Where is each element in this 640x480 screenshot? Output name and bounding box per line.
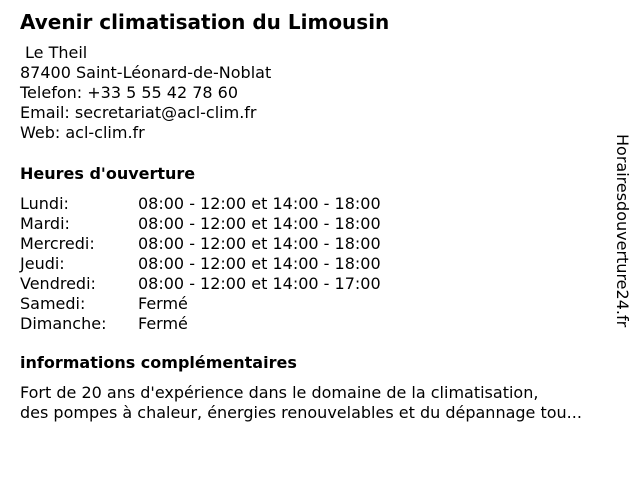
address-block [20, 43, 271, 143]
hours-row [20, 254, 381, 274]
time-value: 08:00 - 12:00 et 14:00 - 18:00 [138, 254, 381, 273]
watermark-text: Horairesdouverture24.fr [613, 134, 632, 328]
time-value: 08:00 - 12:00 et 14:00 - 18:00 [138, 234, 381, 253]
hours-row [20, 274, 381, 294]
email: Email: secretariat@acl-clim.fr [20, 103, 257, 122]
time-value: 08:00 - 12:00 et 14:00 - 18:00 [138, 194, 381, 213]
hours-row [20, 194, 381, 214]
time-value: 08:00 - 12:00 et 14:00 - 18:00 [138, 214, 381, 233]
hours-row [20, 214, 381, 234]
info-line: des pompes à chaleur, énergies renouvelables et du dépannage tou... [20, 403, 582, 422]
hours-table [20, 194, 381, 334]
info-heading: informations complémentaires [20, 353, 297, 372]
day-label: Jeudi: [20, 254, 65, 273]
day-label: Mercredi: [20, 234, 95, 253]
city: 87400 Saint-Léonard-de-Noblat [20, 63, 272, 82]
day-label: Mardi: [20, 214, 70, 233]
day-label: Dimanche: [20, 314, 107, 333]
website: Web: acl-clim.fr [20, 123, 145, 142]
street: Le Theil [25, 43, 88, 62]
day-label: Vendredi: [20, 274, 96, 293]
hours-row [20, 314, 381, 334]
day-label: Lundi: [20, 194, 69, 213]
info-line: Fort de 20 ans d'expérience dans le domaine de la climatisation, [20, 383, 539, 402]
time-value: Fermé [138, 314, 188, 333]
hours-row [20, 294, 381, 314]
info-description [20, 383, 582, 423]
hours-row [20, 234, 381, 254]
time-value: 08:00 - 12:00 et 14:00 - 17:00 [138, 274, 381, 293]
day-label: Samedi: [20, 294, 86, 313]
business-title: Avenir climatisation du Limousin [20, 10, 390, 34]
time-value: Fermé [138, 294, 188, 313]
hours-heading: Heures d'ouverture [20, 164, 196, 183]
phone: Telefon: +33 5 55 42 78 60 [20, 83, 239, 102]
